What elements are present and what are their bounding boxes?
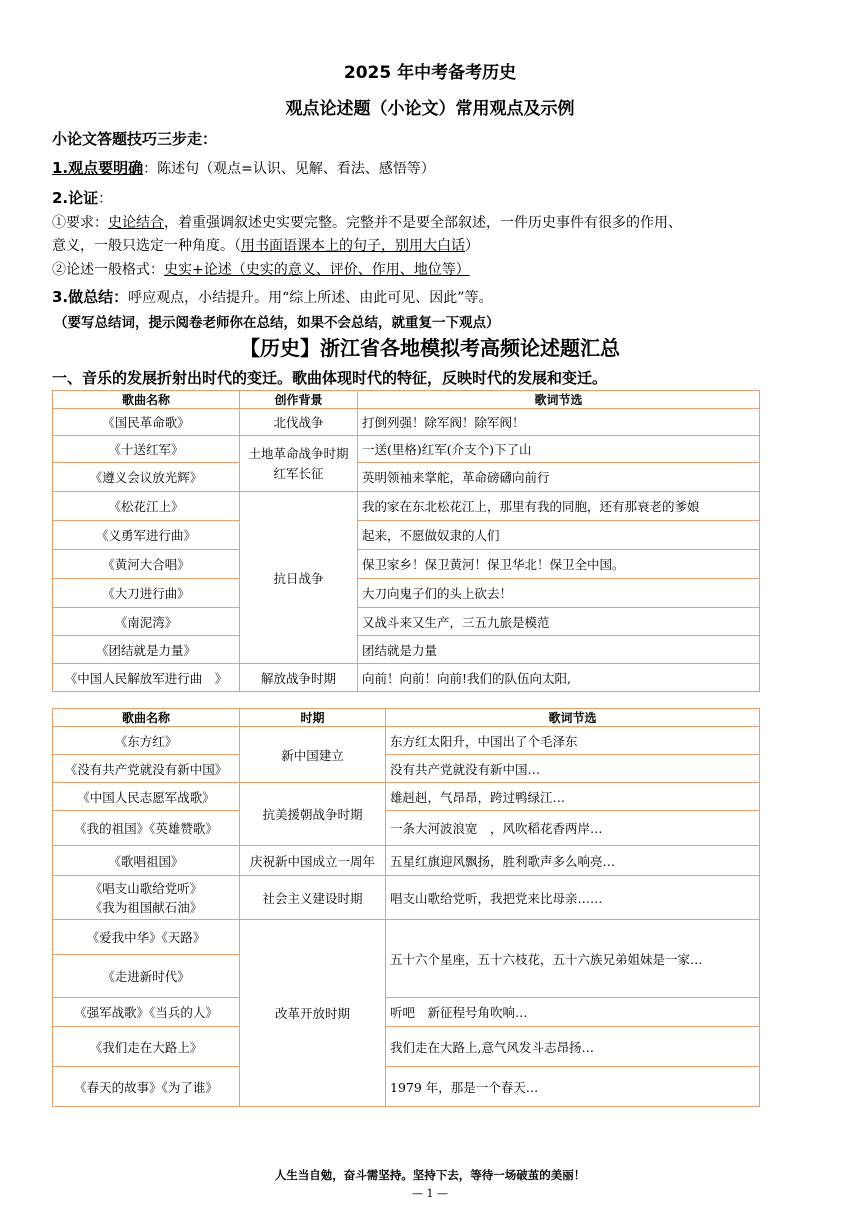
header-period: 时期: [240, 709, 386, 727]
document-title: 2025 年中考备考历史: [343, 63, 517, 83]
table-row: 《春天的故事》《为了谁》 1979 年，那是一个春天…: [53, 1067, 760, 1107]
table-row: 《遵义会议放光辉》 英明领袖来掌舵，革命磅礴向前行: [53, 463, 760, 492]
requirement-key: 史论结合: [108, 215, 164, 231]
header-background: 创作背景: [240, 391, 358, 409]
requirement-line-1: ①要求：史论结合，着重强调叙述史实要完整。完整并不是要全部叙述，一件历史事件有很多的作用、: [52, 215, 682, 231]
step-3-label: 3.做总结：: [52, 288, 129, 306]
header-song: 歌曲名称: [53, 709, 240, 727]
table-row: 《没有共产党就没有新中国》 没有共产党就没有新中国…: [53, 755, 760, 783]
section-one-heading: 一、音乐的发展折射出时代的变迁。歌曲体现时代的特征，反映时代的发展和变迁。: [52, 369, 608, 387]
header-lyrics: 歌词节选: [386, 709, 760, 727]
table-row: 《中国人民志愿军战歌》 抗美援朝战争时期 雄赳赳，气昂昂，跨过鸭绿江…: [53, 783, 760, 811]
requirement-line-2: 意义，一般只选定一种角度。（用书面语课本上的句子，别用大白话）: [52, 238, 479, 254]
table-row: 《南泥湾》 又战斗来又生产，三五九旅是模范: [53, 608, 760, 636]
step-1-label: 1.观点要明确: [52, 159, 144, 177]
page-number: — 1 —: [412, 1187, 448, 1200]
format-line: ②论述一般格式：史实+论述（史实的意义、评价、作用、地位等）: [52, 262, 470, 278]
table-row: 《国民革命歌》 北伐战争 打倒列强！除军阀！除军阀！: [53, 409, 760, 436]
table-row: 《强军战歌》《当兵的人》 听吧 新征程号角吹响…: [53, 998, 760, 1027]
step-1: [52, 157, 435, 178]
table-header-row: [53, 391, 760, 409]
document-subtitle: 观点论述题（小论文）常用观点及示例: [285, 99, 575, 119]
summary-note: （要写总结词，提示阅卷老师你在总结，如果不会总结，就重复一下观点）: [54, 315, 500, 331]
table-row: 《我们走在大路上》 我们走在大路上,意气风发斗志昂扬…: [53, 1027, 760, 1067]
table-row: 《松花江上》 抗日战争 我的家在东北松花江上，那里有我的同胞，还有那衰老的爹娘: [53, 492, 760, 521]
footer-motto: 人生当自勉，奋斗需坚持。坚持下去，等待一场破茧的美丽！: [274, 1168, 586, 1182]
header-lyrics: 歌词节选: [358, 391, 760, 409]
table-row: 《十送红军》 土地革命战争时期 红军长征 一送(里格)红军(介支个)下了山: [53, 436, 760, 463]
songs-table-1: [52, 390, 760, 692]
step-1-text: ：陈述句（观点=认识、见解、看法、感悟等）: [143, 161, 435, 177]
songs-table-2: [52, 708, 760, 1107]
step-3: 3.做总结：呼应观点，小结提升。用“综上所述、由此可见、因此”等。: [52, 288, 493, 306]
table-row: 《黄河大合唱》 保卫家乡！保卫黄河！保卫华北！保卫全中国。: [53, 550, 760, 579]
tips-heading: 小论文答题技巧三步走：: [52, 130, 218, 148]
table-header-row: [53, 709, 760, 727]
table-row: 《歌唱祖国》 庆祝新中国成立一周年 五星红旗迎风飘扬，胜利歌声多么响亮…: [53, 846, 760, 876]
table-row: 《唱支山歌给党听》 《我为祖国献石油》 社会主义建设时期 唱支山歌给党听，我把党来比母亲……: [53, 876, 760, 920]
table-row: 《大刀进行曲》 大刀向鬼子们的头上砍去！: [53, 579, 760, 608]
table-row: 《我的祖国》《英雄赞歌》 一条大河波浪宽 ，风吹稻花香两岸…: [53, 811, 760, 846]
table-row: 《东方红》 新中国建立 东方红太阳升，中国出了个毛泽东: [53, 727, 760, 755]
table-row: 《中国人民解放军进行曲 》 解放战争时期 向前！向前！向前!我们的队伍向太阳,: [53, 664, 760, 692]
section-title: 【历史】浙江省各地模拟考高频论述题汇总: [240, 336, 620, 360]
step-2-label: 2.论证: [52, 189, 99, 207]
table-row: 《义勇军进行曲》 起来，不愿做奴隶的人们: [53, 521, 760, 550]
step-2: 2.论证：: [52, 189, 113, 207]
table-row: 《爱我中华》《天路》 改革开放时期 五十六个星座，五十六枝花，五十六族兄弟姐妹是一家…: [53, 920, 760, 955]
header-song: 歌曲名称: [53, 391, 240, 409]
table-row: 《团结就是力量》 团结就是力量: [53, 636, 760, 664]
table-row: 《走进新时代》: [53, 955, 760, 998]
